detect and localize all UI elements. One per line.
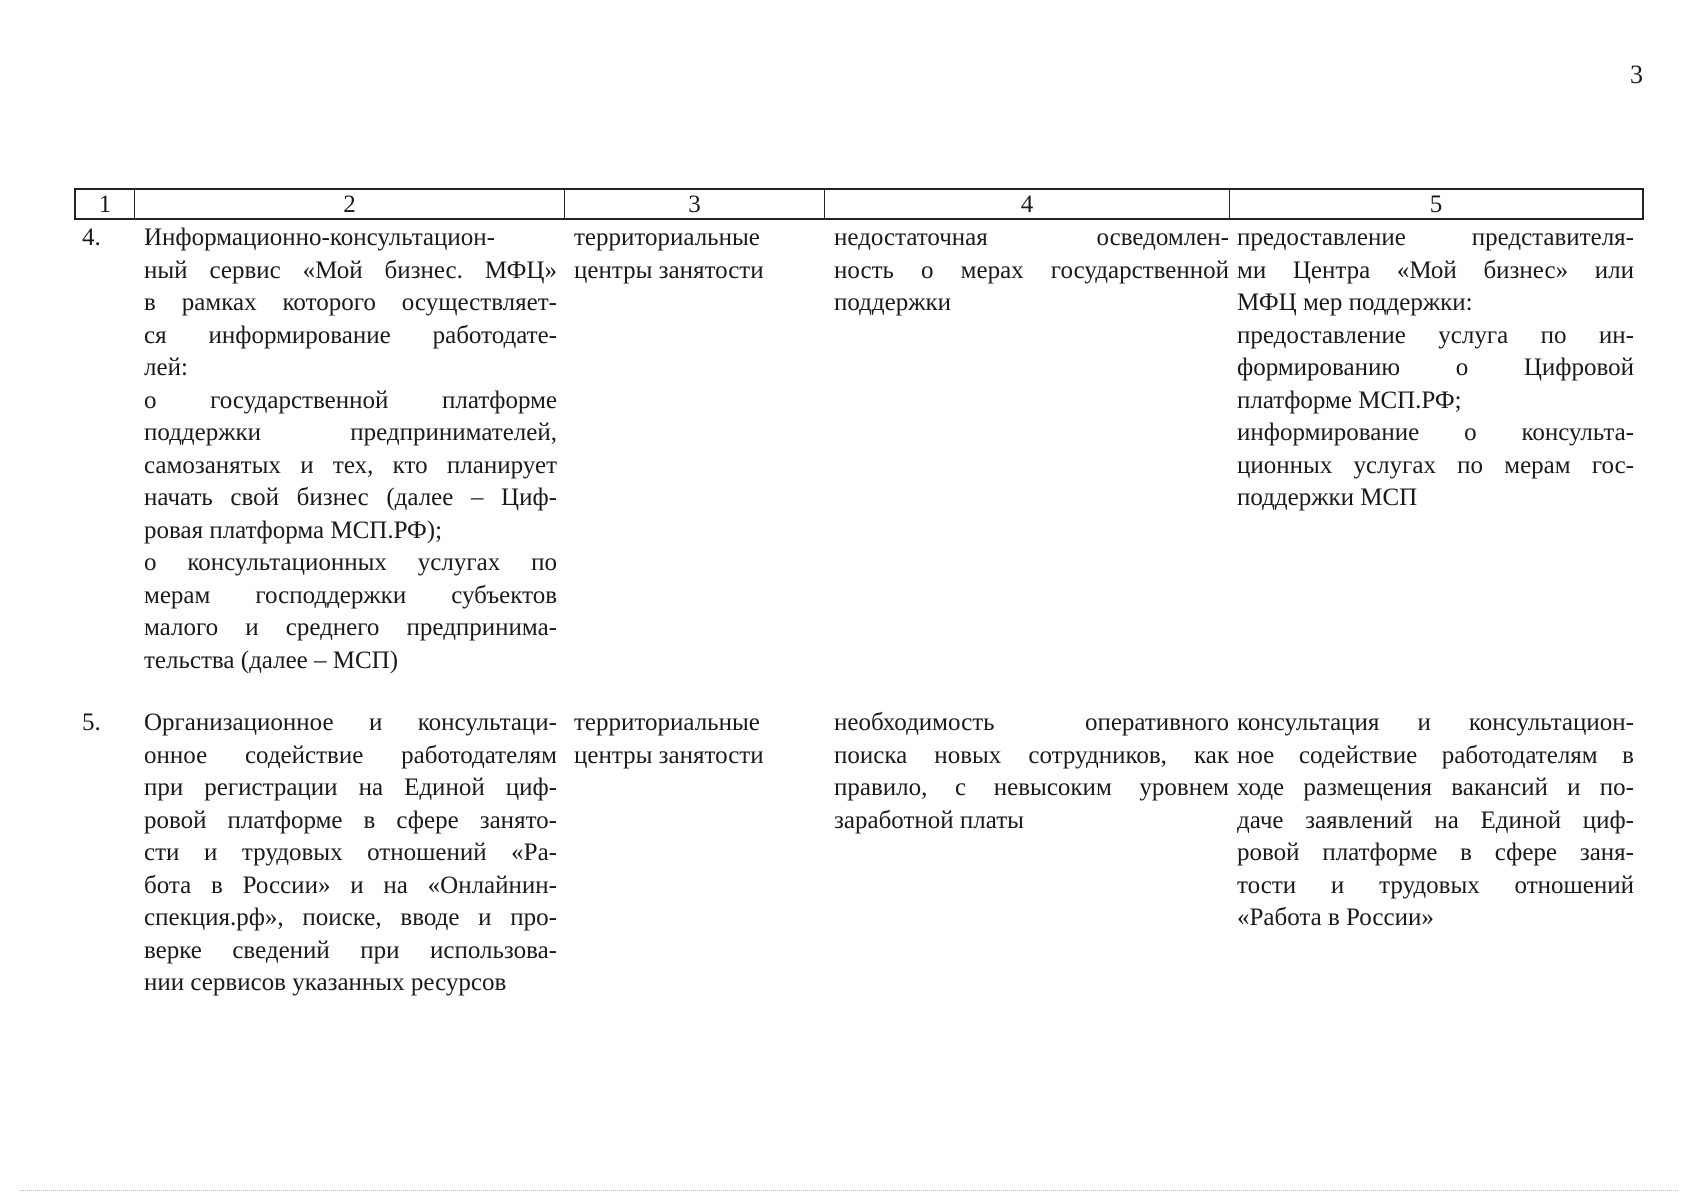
text-line: «Работа в России»	[1237, 904, 1434, 931]
row-number: 5.	[82, 709, 101, 736]
text-line: тельства (далее – МСП)	[144, 646, 399, 674]
text-line: консультация и консультацион-	[1237, 709, 1634, 736]
column-header-4: 4	[824, 190, 1229, 218]
text-line: ность о мерах государственной	[834, 256, 1229, 284]
row-number: 4.	[82, 224, 101, 251]
result-cell	[1237, 707, 1634, 935]
text-line: начать свой бизнес (далее – Циф-	[144, 484, 557, 511]
text-line: нии сервисов указанных ресурсов	[144, 969, 507, 996]
text-line: о консультационных услугах по	[144, 549, 557, 576]
column-header-5: 5	[1229, 190, 1642, 218]
column-header-3: 3	[564, 190, 824, 218]
column-header-1: 1	[98, 191, 112, 218]
text-line: поддержки предпринимателей,	[144, 419, 557, 446]
text-line: о государственной платформе	[144, 386, 557, 414]
text-line: ный сервис «Мой бизнес. МФЦ»	[144, 256, 557, 284]
text-line: мерам господдержки субъектов	[144, 581, 557, 609]
text-line: МФЦ мер поддержки:	[1237, 289, 1473, 316]
text-line: информирование о консульта-	[1237, 419, 1634, 446]
text-line: даче заявлений на Единой циф-	[1237, 806, 1634, 834]
text-line: центры занятости	[574, 256, 764, 284]
text-line: лей:	[144, 354, 188, 381]
measure-cell	[144, 707, 557, 1000]
text-line: предоставление представителя-	[1237, 224, 1634, 251]
text-line: платформе МСП.РФ;	[1237, 386, 1462, 414]
text-line: необходимость оперативного	[834, 709, 1229, 736]
text-line: при регистрации на Единой циф-	[144, 774, 557, 801]
text-line: территориальные	[574, 224, 760, 251]
text-line: бота в России» и на «Онлайнин-	[144, 871, 557, 899]
problem-cell	[834, 222, 1229, 320]
text-line: предоставление услуга по ин-	[1237, 321, 1634, 349]
text-line: Организационное и консультаци-	[144, 709, 557, 736]
result-cell	[1237, 222, 1634, 515]
text-line: ми Центра «Мой бизнес» или	[1237, 256, 1634, 284]
text-line: правило, с невысоким уровнем	[834, 774, 1229, 801]
column-header-2: 2	[134, 190, 564, 218]
text-line: ционных услугах по мерам гос-	[1237, 451, 1634, 479]
text-line: ровая платформа МСП.РФ);	[144, 516, 443, 544]
text-line: ровой платформе в сфере занято-	[144, 806, 557, 834]
text-line: тости и трудовых отношений	[1237, 871, 1634, 899]
text-line: поиска новых сотрудников, как	[834, 741, 1229, 769]
text-line: самозанятых и тех, кто планирует	[144, 451, 557, 479]
text-line: спекция.рф», поиске, вводе и про-	[144, 904, 557, 931]
text-line: поддержки МСП	[1237, 484, 1418, 511]
text-line: территориальные	[574, 709, 760, 736]
text-line: онное содействие работодателям	[144, 741, 557, 769]
table-header-row	[74, 188, 1644, 220]
text-line: верке сведений при использова-	[144, 936, 557, 964]
page-number: 3	[1630, 60, 1643, 89]
text-line: центры занятости	[574, 741, 764, 769]
text-line: в рамках которого осуществляет-	[144, 289, 557, 316]
text-line: ровой платформе в сфере заня-	[1237, 839, 1634, 866]
text-line: ся информирование работодате-	[144, 321, 557, 349]
problem-cell	[834, 707, 1229, 837]
text-line: Информационно-консультацион-	[144, 224, 495, 251]
measure-cell	[144, 222, 557, 677]
text-line: недостаточная осведомлен-	[834, 224, 1229, 251]
text-line: сти и трудовых отношений «Ра-	[144, 839, 557, 866]
text-line: формированию о Цифровой	[1237, 354, 1634, 381]
text-line: ное содействие работодателям в	[1237, 741, 1634, 769]
executor-cell	[574, 707, 814, 772]
text-line: малого и среднего предпринима-	[144, 614, 557, 641]
text-line: поддержки	[834, 289, 951, 316]
text-line: ходе размещения вакансий и по-	[1237, 774, 1634, 801]
text-line: заработной платы	[834, 806, 1024, 834]
scan-edge-divider	[20, 1190, 1678, 1191]
executor-cell	[574, 222, 814, 287]
